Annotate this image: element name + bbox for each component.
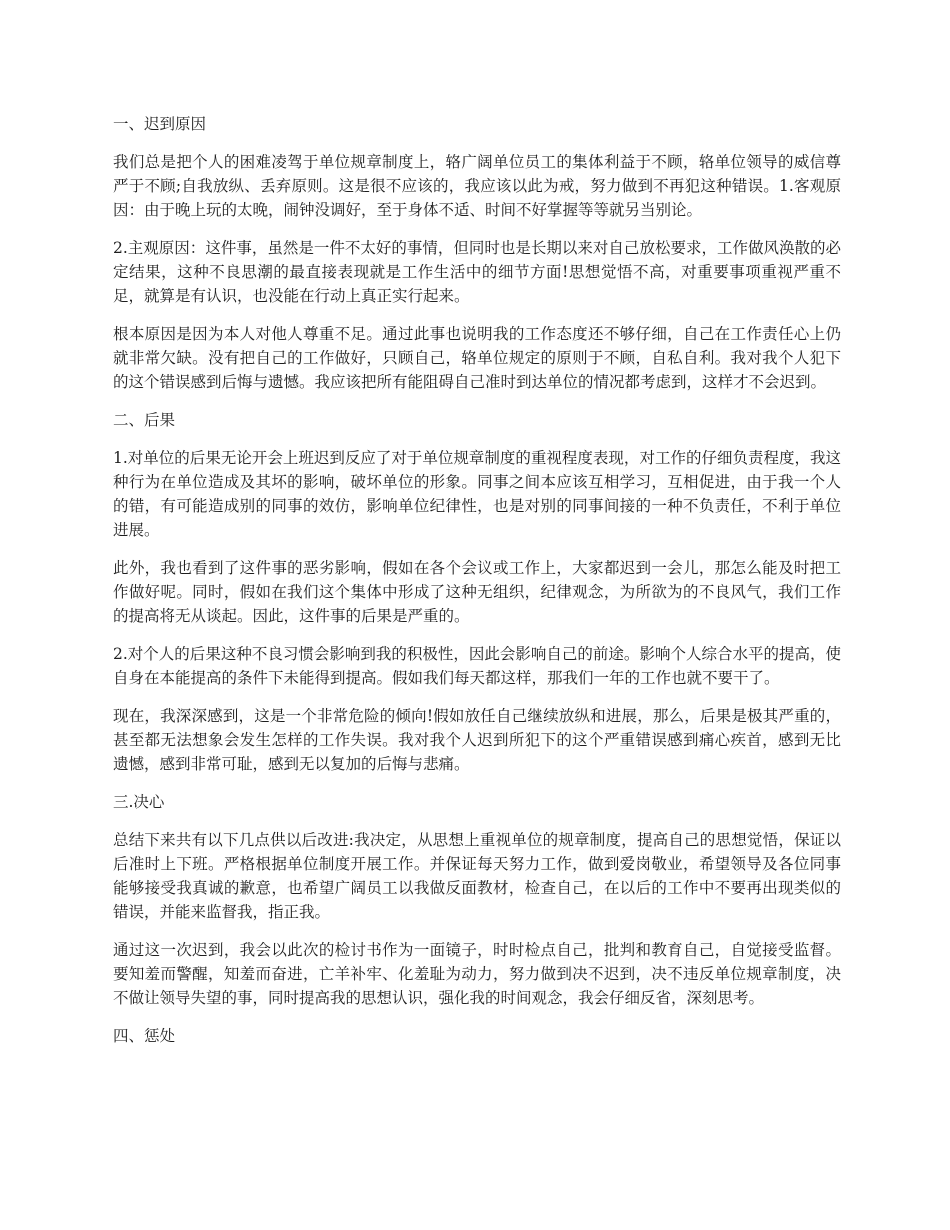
paragraph: 2.对个人的后果这种不良习惯会影响到我的积极性，因此会影响自己的前途。影响个人综合水平的提高，使自身在本能提高的条件下未能得到提高。假如我们每天都这样，那我们一年的工作也就不要干了。 bbox=[113, 645, 841, 687]
section-heading-reasons: 一、迟到原因 bbox=[113, 115, 207, 133]
section-heading-consequences: 二、后果 bbox=[113, 411, 176, 429]
document-page bbox=[113, 112, 841, 1062]
paragraph: 此外，我也看到了这件事的恶劣影响，假如在各个会议或工作上，大家都迟到一会儿，那怎么能及时把工作做好呢。同时，假如在我们这个集体中形成了这种无组织，纪律观念，为所欲为的不良风气，我们工作的提高将无从谈起。因此，这件事的后果是严重的。 bbox=[113, 559, 841, 625]
paragraph: 2.主观原因：这件事，虽然是一件不太好的事情，但同时也是长期以来对自己放松要求，工作做风涣散的必定结果，这种不良思潮的最直接表现就是工作生活中的细节方面!思想觉悟不高，对重要事项重视严重不足，就算是有认识，也没能在行动上真正实行起来。 bbox=[113, 239, 841, 305]
paragraph: 我们总是把个人的困难凌驾于单位规章制度上，辂广阔单位员工的集体利益于不顾，辂单位领导的威信尊严于不顾;自我放纵、丢弃原则。这是很不应该的，我应该以此为戒，努力做到不再犯这种错误。1.客观原因：由于晚上玩的太晚，闹钟没调好，至于身体不适、时间不好掌握等等就另当别论。 bbox=[113, 153, 841, 219]
paragraph: 1.对单位的后果无论开会上班迟到反应了对于单位规章制度的重视程度表现，对工作的仔细负责程度，我这种行为在单位造成及其坏的影响，破坏单位的形象。同事之间本应该互相学习，互相促进，由于我一个人的错，有可能造成别的同事的效仿，影响单位纪律性，也是对别的同事间接的一种不负责任，不利于单位进展。 bbox=[113, 449, 841, 539]
paragraph: 根本原因是因为本人对他人尊重不足。通过此事也说明我的工作态度还不够仔细，自己在工作责任心上仍就非常欠缺。没有把自己的工作做好，只顾自己，辂单位规定的原则于不顾，自私自利。我对我个人犯下的这个错误感到后悔与遗憾。我应该把所有能阻碍自己准时到达单位的情况都考虑到，这样才不会迟到。 bbox=[113, 325, 841, 391]
section-heading-resolution: 三.决心 bbox=[113, 793, 165, 811]
paragraph: 总结下来共有以下几点供以后改进:我决定，从思想上重视单位的规章制度，提高自己的思想觉悟，保证以后准时上下班。严格根据单位制度开展工作。并保证每天努力工作，做到爱岗敬业，希望领导及各位同事能够接受我真诚的歉意，也希望广阔员工以我做反面教材，检查自己，在以后的工作中不要再出现类似的错误，并能来监督我，指正我。 bbox=[113, 831, 841, 921]
paragraph: 现在，我深深感到，这是一个非常危险的倾向!假如放任自己继续放纵和进展，那么，后果是极其严重的，甚至都无法想象会发生怎样的工作失误。我对我个人迟到所犯下的这个严重错误感到痛心疾首，感到无比遗憾，感到非常可耻，感到无以复加的后悔与悲痛。 bbox=[113, 707, 841, 773]
paragraph: 通过这一次迟到，我会以此次的检讨书作为一面镜子，时时检点自己，批判和教育自己，自觉接受监督。要知羞而警醒，知羞而奋进，亡羊补牢、化羞耻为动力，努力做到决不迟到，决不违反单位规章制度，决不做让领导失望的事，同时提高我的思想认识，强化我的时间观念，我会仔细反省，深刻思考。 bbox=[113, 941, 841, 1007]
section-heading-punishment: 四、惩处 bbox=[113, 1027, 176, 1045]
